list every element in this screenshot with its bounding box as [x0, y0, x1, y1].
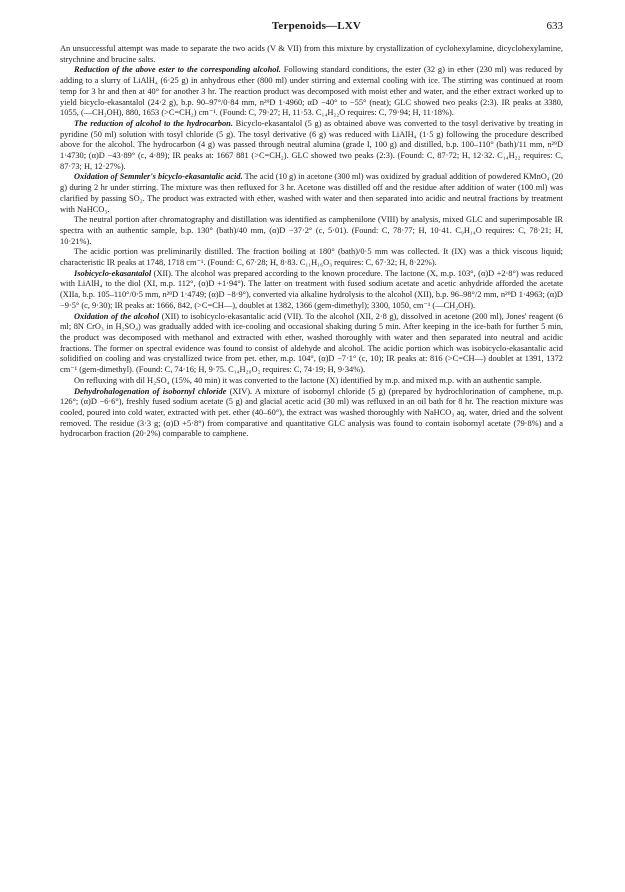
- paragraph-3: [60, 119, 563, 173]
- paragraph-text: Following standard conditions, the ester (32 g) in ether (230 ml) was reduced by adding to a slurry of LiAlH₄ (6·25 g) in anhydrous ether (800 ml) under stirring and external cooling with ice. The stirring was continued at room temp for 3 hr and then at 40° for another 3 hr. The reaction product was decomposed with moist ether and water, and the ether extract worked up to yield bicyclo-ekasantalol (24·2 g), b.p. 90–97°/0·84 mm, n²⁹D 1·4960; αD −40° to −55° (neat); GLC showed two peaks (2:3). IR peaks at 3380, 1055, (—CH₂OH), 880, 1653 (>C=CH₂) cm⁻¹. (Found: C, 79·27; H, 11·53. C₁₄H₂₂O requires: C, 79·94; H, 11·18%).: [60, 65, 563, 118]
- paragraph-8: [60, 312, 563, 376]
- paragraph-text: The acid (10 g) in acetone (300 ml) was oxidized by gradual addition of powdered KMnO₄ (20 g) during 2 hr under stirring. The mixture was then refluxed for 3 hr. Acetone was distilled off and the residue after addition of water (100 ml) was clarified by passing SO₂. The product was extracted with ether, washed with water and then separated into acidic and neutral fractions by treatment with NaHCO₃.: [60, 172, 563, 214]
- page-number: 633: [546, 20, 563, 32]
- paragraph-text: Bicyclo-ekasantalol (5 g) as obtained above was converted to the tosyl derivative by treating in pyridine (50 ml) solution with tosyl chloride (5 g). The tosyl derivative (6 g) was reduced with LiAlH₄ (1·5 g) following the procedure described above for the alcohol. The hydrocarbon (4 g) was passed through neutral alumina (grade I, 100 g) and distilled, b.p. 100–110° (bath)/11 mm, n²⁹D 1·4730; (α)D −43·89° (c, 4·89); IR peaks at: 1667 881 (>C=CH₂). GLC showed two peaks (2:3). (Found: C, 87·72; H, 12·32. C₁₄H₂₂ requires: C, 87·73; H, 12·27%).: [60, 118, 563, 171]
- paragraph-4: [60, 172, 563, 215]
- paragraph-text: The neutral portion after chromatography and distillation was identified as camphenilone (VIII) by analysis, mixed GLC and superimposable IR spectra with an authentic sample, b.p. 130° (bath)/40 mm, (α)D −37·2° (c, 5·01). (Found: C, 78·77; H, 10·41. C₉H₁₄O requires: C, 78·21; H, 10·21%).: [60, 215, 563, 246]
- paragraph-10: [60, 387, 563, 441]
- section-head: Reduction of the above ester to the corresponding alcohol.: [74, 65, 281, 75]
- paragraph-9: [60, 376, 563, 387]
- body-text: [60, 44, 563, 440]
- paragraph-7: [60, 269, 563, 312]
- paragraph-1: [60, 44, 563, 65]
- paragraph-text: The acidic portion was preliminarily distilled. The fraction boiling at 180° (bath)/0·5 mm was collected. It (IX) was a thick viscous liquid; characteristic IR peaks at 1748, 1718 cm⁻¹. (Found: C, 67·28; H, 8·83. C₁₁H₁₆O₃ requires: C, 67·32; H, 8·22%).: [60, 247, 563, 268]
- paragraph-text: (XII). The alcohol was prepared according to the known procedure. The lactone (X, m.p. 103°, (α)D +2·8°) was reduced with LiAlH₄ to the diol (XI, m.p. 112°, (α)D +1·94°). The latter on treatment with fused sodium acetate and acetic anhydride afforded the acetate (XIIa, b.p. 105–110°/0·5 mm, n²⁹D 1·4749; (α)D −8·9°), converted via alkaline hydrolysis to the alcohol (XII), b.p. 96–98°/2 mm, n²⁹D 1·4963; (α)D −9·5° (c, 9·30); IR peaks at: 1666, 842, (>C=CH—), doublet at 1382, 1366 (gem-dimethyl); 3300, 1050, cm⁻¹ (—CH₂OH).: [60, 268, 563, 310]
- paragraph-text: On refluxing with dil H₂SO₄ (15%, 40 min) it was converted to the lactone (X) identified by m.p. and mixed m.p. with an authentic sample.: [74, 375, 542, 385]
- paragraph-text: An unsuccessful attempt was made to separate the two acids (V & VII) from this mixture by crystallization of cyclohexylamine, dicyclohexylamine, strychnine and brucine salts.: [60, 44, 563, 64]
- paragraph-text: (XIV). A mixture of isobornyl chloride (5 g) (prepared by hydrochlorination of camphene, m.p. 126°; (α)D −6·6°), freshly fused sodium acetate (5 g) and glacial acetic acid (30 ml) was refluxed in an oil bath for 8 hr. The reaction mixture was cooled, poured into cold water, extracted with pet. ether (40–60°), the extract was washed thoroughly with NaHCO₃ aq, water, dried and the solvent removed. The residue (3·3 g; (α)D +5·8°) from comparative and quantitative GLC analysis was found to contain isobornyl acetate (79·8%) and a hydrocarbon fraction (20·2%) comparable to camphene.: [60, 386, 563, 439]
- paragraph-text: (XII) to isobicyclo-ekasantalic acid (VII). To the alcohol (XII, 2·8 g), dissolved in acetone (200 ml), Jones' reagent (6 ml; 8N CrO₃ in H₂SO₄) was gradually added with ice-cooling and occasional shaking during 5 min. After keeping in the ice-bath for further 5 min, the product was decomposed with methanol and extracted with ether, washed thoroughly with water and then separated into neutral and acidic fractions. The former on spectral evidence was found to consist of aldehyde and alcohol. The acidic portion which was isobicyclo-ekasantalic acid solidified on cooling and was crystallized twice from pet. ether, m.p. 104°, (α)D −7·1° (c, 10); IR peaks at: 816 (>C=CH—) doublet at 1391, 1372 cm⁻¹ (gem-dimethyl). (Found: C, 74·16; H, 9·75. C₁₄H₂₀O₂ requires: C, 74·19; H, 9·34%).: [60, 311, 563, 375]
- paragraph-6: [60, 247, 563, 268]
- section-head: Isobicyclo-ekasantalol: [74, 268, 152, 278]
- section-head: The reduction of alcohol to the hydrocarbon.: [74, 118, 233, 128]
- section-head: Oxidation of Semmler's bicyclo-ekasantalic acid.: [74, 172, 243, 182]
- page-header: [70, 20, 563, 36]
- section-head: Dehydrohalogenation of isobornyl chloride: [74, 386, 227, 396]
- paragraph-5: [60, 215, 563, 247]
- paragraph-2: [60, 65, 563, 119]
- running-title: Terpenoids—LXV: [271, 20, 362, 32]
- section-head: Oxidation of the alcohol: [74, 311, 160, 321]
